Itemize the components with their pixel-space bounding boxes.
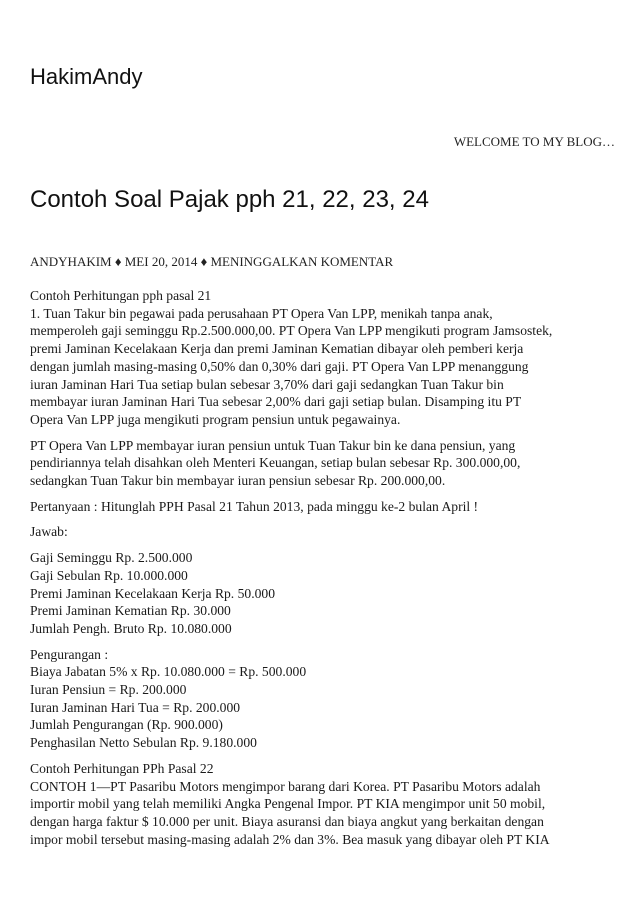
post-meta: ANDYHAKIM ♦ MEI 20, 2014 ♦ MENINGGALKAN KOMENTAR: [30, 254, 394, 269]
text-line: Iuran Pensiun = Rp. 200.000: [30, 682, 187, 698]
text-line: Jumlah Pengh. Bruto Rp. 10.080.000: [30, 620, 232, 636]
text-line: CONTOH 1—PT Pasaribu Motors mengimpor barang dari Korea. PT Pasaribu Motors adalah: [30, 778, 541, 794]
post-title[interactable]: Contoh Soal Pajak pph 21, 22, 23, 24: [30, 186, 429, 213]
text-line: dengan jumlah masing-masing 0,50% dan 0,30% dari gaji. PT Opera Van LPP menanggung: [30, 358, 529, 374]
site-title[interactable]: HakimAndy: [30, 64, 143, 89]
text-line: 1. Tuan Takur bin pegawai pada perusahaan PT Opera Van LPP, menikah tanpa anak,: [30, 305, 493, 321]
text-line: iuran Jaminan Hari Tua setiap bulan sebesar 3,70% dari gaji sedangkan Tuan Takur bin: [30, 376, 504, 392]
text-line: memperoleh gaji seminggu Rp.2.500.000,00. PT Opera Van LPP mengikuti program Jamsostek,: [30, 323, 553, 339]
text-line: Premi Jaminan Kematian Rp. 30.000: [30, 603, 231, 619]
text-line: Pertanyaan : Hitunglah PPH Pasal 21 Tahun 2013, pada minggu ke-2 bulan April !: [30, 498, 479, 514]
paragraph: [30, 287, 615, 429]
text-line: Contoh Perhitungan pph pasal 21: [30, 288, 212, 303]
text-line: PT Opera Van LPP membayar iuran pensiun untuk Tuan Takur bin ke dana pensiun, yang: [30, 437, 516, 453]
text-line: dengan harga faktur $ 10.000 per unit. Biaya asuransi dan biaya angkut yang berkaitan dengan: [30, 813, 544, 829]
text-line: Gaji Sebulan Rp. 10.000.000: [30, 567, 188, 583]
paragraph: [30, 523, 615, 541]
site-tagline: WELCOME TO MY BLOG…: [453, 134, 615, 149]
text-line: Jawab:: [30, 524, 68, 540]
paragraph: [30, 437, 615, 490]
text-line: membayar iuran Jaminan Hari Tua sebesar 2,00% dari gaji setiap bulan. Disamping itu PT: [30, 394, 522, 410]
text-line: Contoh Perhitungan PPh Pasal 22: [30, 760, 214, 776]
text-line: pendiriannya telah disahkan oleh Menteri Keuangan, setiap bulan sebesar Rp. 300.000,00,: [30, 455, 521, 471]
text-line: premi Jaminan Kecelakaan Kerja dan premi Jaminan Kematian dibayar oleh pemberi kerja: [30, 341, 524, 357]
text-line: Premi Jaminan Kecelakaan Kerja Rp. 50.000: [30, 585, 275, 601]
text-line: Opera Van LPP juga mengikuti program pensiun untuk pegawainya.: [30, 411, 401, 427]
text-line: Biaya Jabatan 5% x Rp. 10.080.000 = Rp. 500.000: [30, 664, 307, 680]
post-content: [30, 287, 615, 856]
text-line: Iuran Jaminan Hari Tua = Rp. 200.000: [30, 699, 241, 715]
text-line: Pengurangan :: [30, 646, 109, 662]
paragraph: [30, 498, 615, 516]
text-line: sedangkan Tuan Takur bin membayar iuran pensiun sebesar Rp. 200.000,00.: [30, 473, 446, 489]
paragraph: [30, 646, 615, 752]
text-line: impor mobil tersebut masing-masing adalah 2% dan 3%. Bea masuk yang dibayar oleh PT KIA: [30, 831, 550, 847]
paragraph: [30, 760, 615, 849]
text-line: Jumlah Pengurangan (Rp. 900.000): [30, 717, 223, 733]
text-line: Penghasilan Netto Sebulan Rp. 9.180.000: [30, 735, 257, 751]
text-line: Gaji Seminggu Rp. 2.500.000: [30, 550, 193, 566]
paragraph: [30, 549, 615, 638]
text-line: importir mobil yang telah memiliki Angka Pengenal Impor. PT KIA mengimpor unit 50 mobil,: [30, 796, 546, 812]
